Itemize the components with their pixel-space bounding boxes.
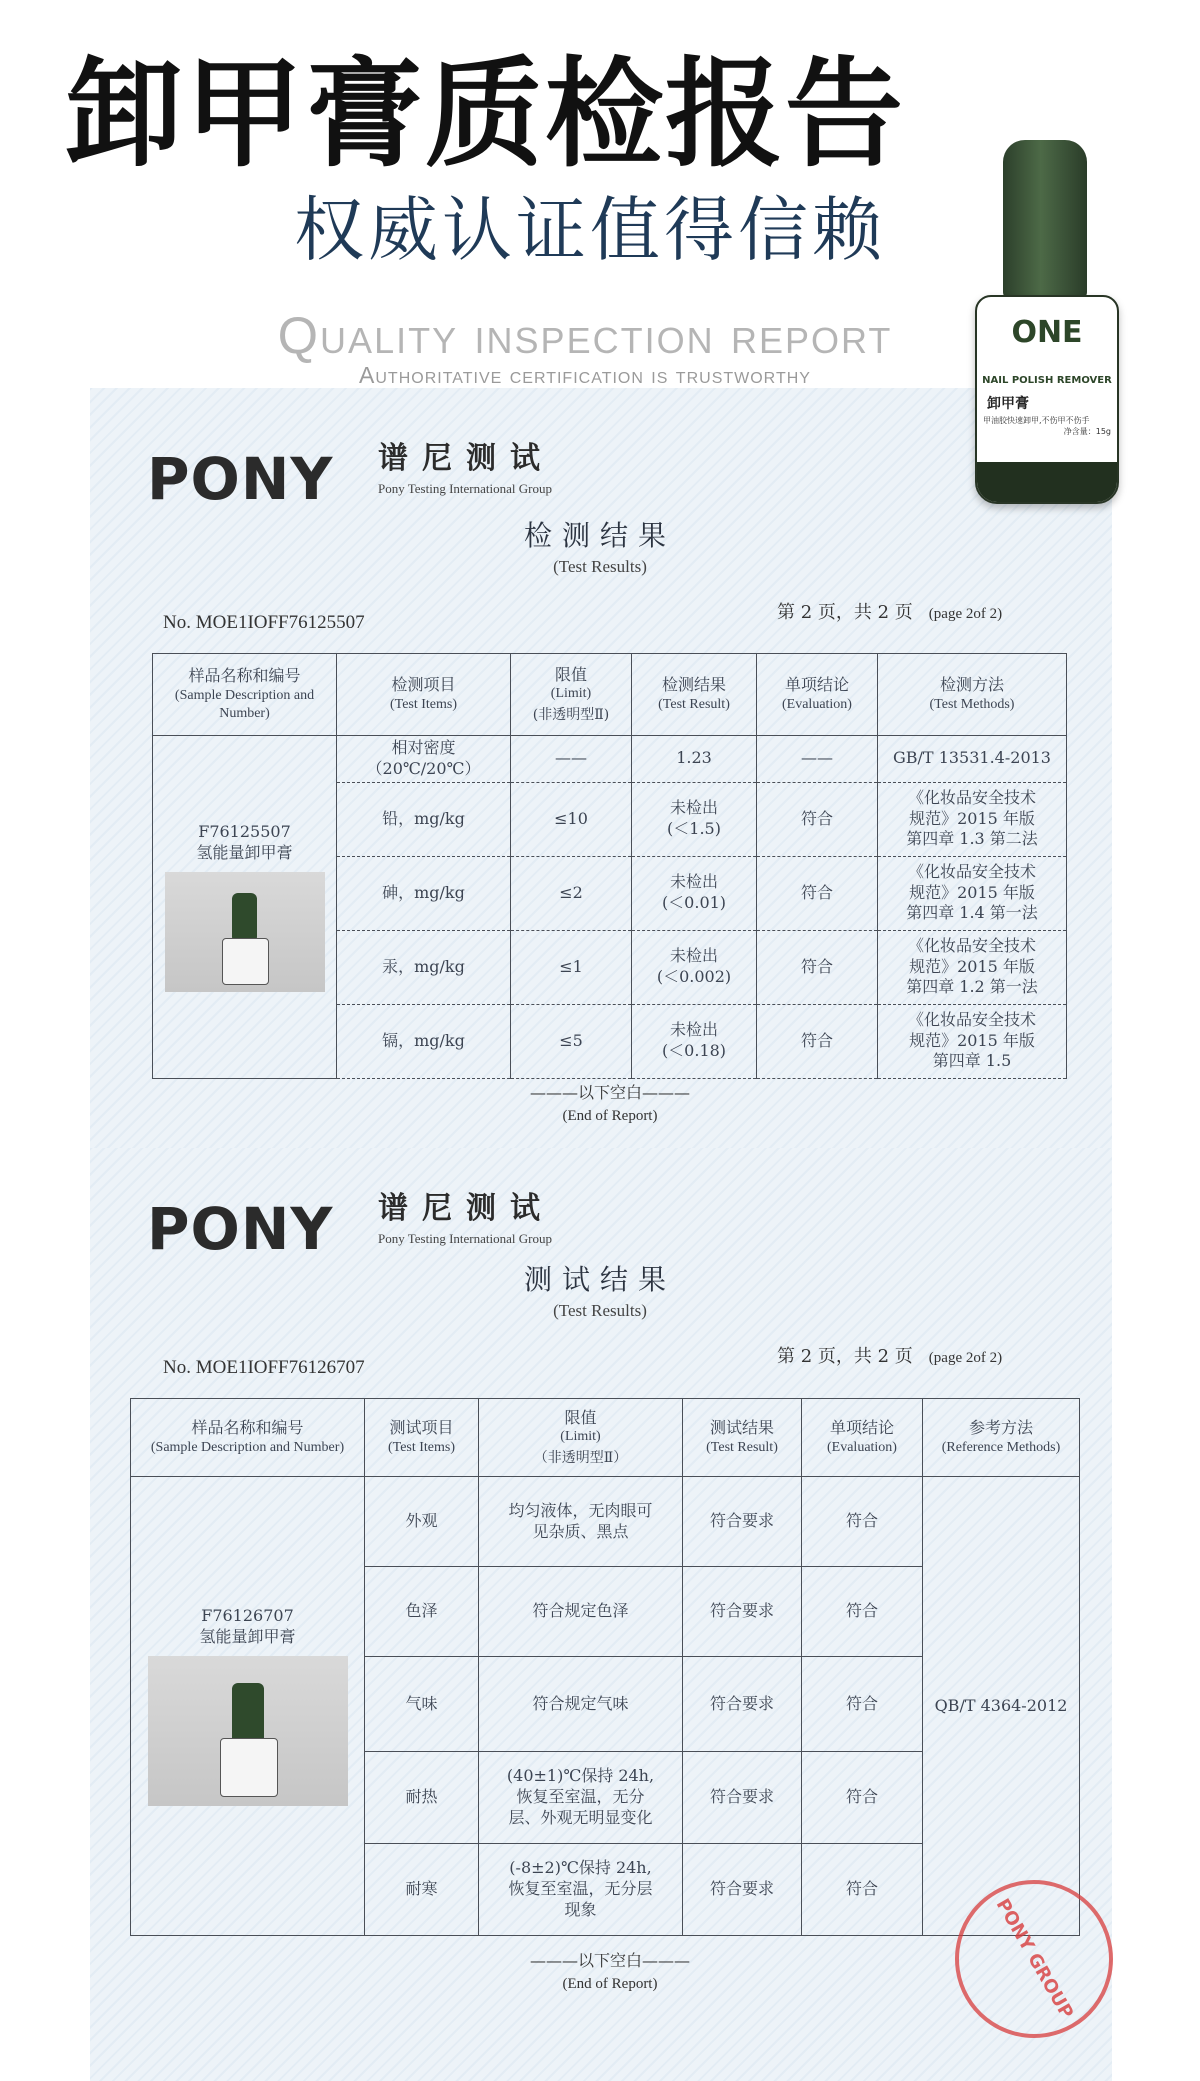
method-value: 《化妆品安全技术 规范》2015 年版 第四章 1.5 (878, 1004, 1067, 1078)
product-bottle (975, 140, 1115, 500)
result-value: 符合要求 (683, 1657, 802, 1752)
sample-id: F76126707 (201, 1606, 294, 1626)
test-item: 汞，mg/kg (337, 930, 511, 1004)
report-number: No. MOE1IOFF76126707 (163, 1357, 365, 1378)
product-description: 甲油胶快速卸甲,不伤甲不伤手 净含量：15g (983, 416, 1111, 436)
bottle-base (977, 462, 1117, 502)
limit-value: ≤10 (511, 782, 632, 856)
result-value: 1.23 (632, 736, 757, 783)
result-value: 符合要求 (683, 1844, 802, 1936)
test-item: 相对密度（20℃/20℃） (337, 736, 511, 783)
result-value: 符合要求 (683, 1752, 802, 1844)
sample-cell (131, 1477, 365, 1936)
sample-cell (153, 736, 337, 1079)
header-result: 检测结果 (Test Result) (632, 654, 757, 736)
header-evaluation: 单项结论 (Evaluation) (802, 1399, 923, 1477)
limit-value: ≤1 (511, 930, 632, 1004)
limit-value: (40±1)℃保持 24h, 恢复至室温，无分 层、外观无明显变化 (479, 1752, 683, 1844)
evaluation-value: 符合 (802, 1567, 923, 1657)
report-number: No. MOE1IOFF76125507 (163, 612, 365, 633)
end-of-report: ———以下空白——— (End of Report) (529, 1951, 690, 1992)
result-value: 未检出 (＜0.01) (632, 856, 757, 930)
result-value: 未检出 (＜0.002) (632, 930, 757, 1004)
method-value: 《化妆品安全技术 规范》2015 年版 第四章 1.2 第一法 (878, 930, 1067, 1004)
sample-photo (165, 872, 325, 992)
limit-value: ≤2 (511, 856, 632, 930)
pony-logo: PONY (147, 1195, 334, 1263)
table-header-row (153, 654, 1067, 736)
header-method: 参考方法 (Reference Methods) (923, 1399, 1080, 1477)
evaluation-value: —— (757, 736, 878, 783)
result-value: 未检出 (＜0.18) (632, 1004, 757, 1078)
method-value: 《化妆品安全技术 规范》2015 年版 第四章 1.4 第一法 (878, 856, 1067, 930)
official-stamp: PONY GROUP (926, 1851, 1142, 2067)
end-of-report: ———以下空白——— (End of Report) (529, 1083, 690, 1124)
header-result: 测试结果 (Test Result) (683, 1399, 802, 1477)
test-item: 色泽 (365, 1567, 479, 1657)
page-subtitle: 权威认证值得信赖 (294, 189, 886, 271)
evaluation-value: 符合 (802, 1844, 923, 1936)
header-sample: 样品名称和编号 (Sample Description and Number) (153, 654, 337, 736)
limit-value: 均匀液体，无肉眼可 见杂质、黑点 (479, 1477, 683, 1567)
bottle-label (975, 295, 1119, 504)
sample-id: F76125507 (198, 822, 291, 841)
header-limit: 限值 (Limit) （非透明型Ⅱ） (479, 1399, 683, 1477)
evaluation-value: 符合 (802, 1477, 923, 1567)
sample-name: 氢能量卸甲膏 (196, 842, 293, 862)
results-table (130, 1398, 1080, 1936)
method-value: GB/T 13531.4-2013 (878, 736, 1067, 783)
product-name-cn: 卸甲膏 (987, 396, 1029, 412)
report-title: 测试结果 (523, 1263, 676, 1296)
lab-name-en: Pony Testing International Group (378, 481, 552, 496)
result-value: 未检出 (＜1.5) (632, 782, 757, 856)
limit-value: —— (511, 736, 632, 783)
english-title: Quality inspection report (277, 307, 893, 365)
page-indicator: 第 2 页，共 2 页 (page 2of 2) (777, 602, 1003, 623)
evaluation-value: 符合 (757, 1004, 878, 1078)
lab-name-en: Pony Testing International Group (378, 1231, 552, 1246)
lab-name-cn: 谱尼测试 (378, 1191, 554, 1226)
test-item: 镉，mg/kg (337, 1004, 511, 1078)
product-name-en: NAIL POLISH REMOVER (982, 375, 1112, 386)
result-value: 符合要求 (683, 1477, 802, 1567)
header-evaluation: 单项结论 (Evaluation) (757, 654, 878, 736)
evaluation-value: 符合 (757, 930, 878, 1004)
header-method: 检测方法 (Test Methods) (878, 654, 1067, 736)
table-row (131, 1477, 1080, 1567)
evaluation-value: 符合 (802, 1752, 923, 1844)
report-title-en: (Test Results) (553, 557, 647, 576)
brand-logo: ONE (1011, 315, 1083, 350)
report-title-en: (Test Results) (553, 1301, 647, 1320)
method-value: QB/T 4364-2012 (923, 1477, 1080, 1936)
results-table (152, 653, 1067, 1079)
pony-logo: PONY (147, 445, 334, 513)
sample-photo (148, 1656, 348, 1806)
test-item: 耐寒 (365, 1844, 479, 1936)
test-item: 耐热 (365, 1752, 479, 1844)
evaluation-value: 符合 (757, 782, 878, 856)
page-title: 卸甲膏质检报告 (64, 45, 905, 183)
method-value: 《化妆品安全技术 规范》2015 年版 第四章 1.3 第二法 (878, 782, 1067, 856)
header-limit: 限值 (Limit) (非透明型Ⅱ) (511, 654, 632, 736)
lab-name-cn: 谱尼测试 (378, 441, 554, 476)
header-sample: 样品名称和编号 (Sample Description and Number) (131, 1399, 365, 1477)
bottle-cap (1003, 140, 1087, 300)
test-item: 砷，mg/kg (337, 856, 511, 930)
test-item: 铅，mg/kg (337, 782, 511, 856)
table-header-row (131, 1399, 1080, 1477)
test-item: 外观 (365, 1477, 479, 1567)
header-item: 检测项目 (Test Items) (337, 654, 511, 736)
limit-value: ≤5 (511, 1004, 632, 1078)
test-item: 气味 (365, 1657, 479, 1752)
english-subtitle: Authoritative certification is trustworthy (359, 362, 811, 388)
evaluation-value: 符合 (802, 1657, 923, 1752)
limit-value: 符合规定气味 (479, 1657, 683, 1752)
evaluation-value: 符合 (757, 856, 878, 930)
sample-name: 氢能量卸甲膏 (199, 1627, 296, 1646)
page-indicator: 第 2 页，共 2 页 (page 2of 2) (777, 1346, 1003, 1367)
limit-value: 符合规定色泽 (479, 1567, 683, 1657)
report-title: 检测结果 (523, 519, 676, 552)
header-item: 测试项目 (Test Items) (365, 1399, 479, 1477)
table-row (153, 736, 1067, 783)
result-value: 符合要求 (683, 1567, 802, 1657)
limit-value: (-8±2)℃保持 24h, 恢复至室温，无分层 现象 (479, 1844, 683, 1936)
